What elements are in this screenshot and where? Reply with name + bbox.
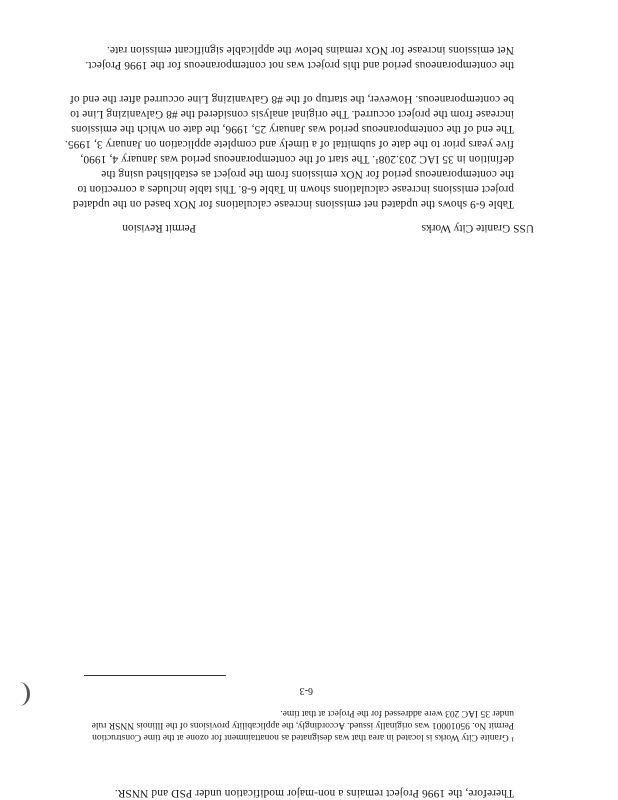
footnote-rule [84, 675, 226, 676]
body-line: be contemporaneous. However, the startup of the #8 Galvanizing Line occurred after the end of [69, 93, 514, 105]
body-line: project emissions increase calculations shown in Table 6-8. This table includes a correction to [77, 183, 514, 195]
body-line: the contemporaneous period for NOx emissions from the project as established using the [101, 168, 514, 180]
body-line: increase from the project occurred. The original analysis considered the #8 Galvanizing Line to [70, 108, 514, 120]
scan-artifact-mark [9, 682, 30, 706]
header-left: USS Granite City Works [421, 222, 534, 234]
footnote-line: under 35 IAC 203 were addressed for the Project at that time. [280, 708, 514, 718]
footnote-line: Permit No. 95010001 was originally issued. Accordingly, the applicability provisions of the Illinois NNSR rule [91, 720, 514, 730]
body-line: Therefore, the 1996 Project remains a non-major modification under PSD and NNSR. [114, 787, 514, 799]
body-line: The end of the contemporaneous period was January 25, 1996, the date on which the emissions [71, 123, 514, 135]
body-line: the contemporaneous period and this project was not contemporaneous for the 1996 Project. [85, 59, 514, 71]
body-line: Table 6-9 shows the updated net emissions increase calculations for NOx based on the updated [72, 198, 514, 210]
body-line: five years prior to the date of submittal of a timely and complete application on January 3, 1995. [64, 138, 514, 150]
page-number: 6-3 [299, 685, 313, 696]
body-line: Net emissions increase for NOx remains below the applicable significant emission rate. [106, 44, 514, 56]
footnote-line: ¹ Granite City Works is located in area that was designated as nonattainment for ozone at the time Construction [92, 732, 514, 742]
body-line: definition in 35 IAC 203.208¹. The start of the contemporaneous period was January 4, 1990, [80, 153, 514, 165]
header-right: Permit Revision [122, 222, 196, 234]
